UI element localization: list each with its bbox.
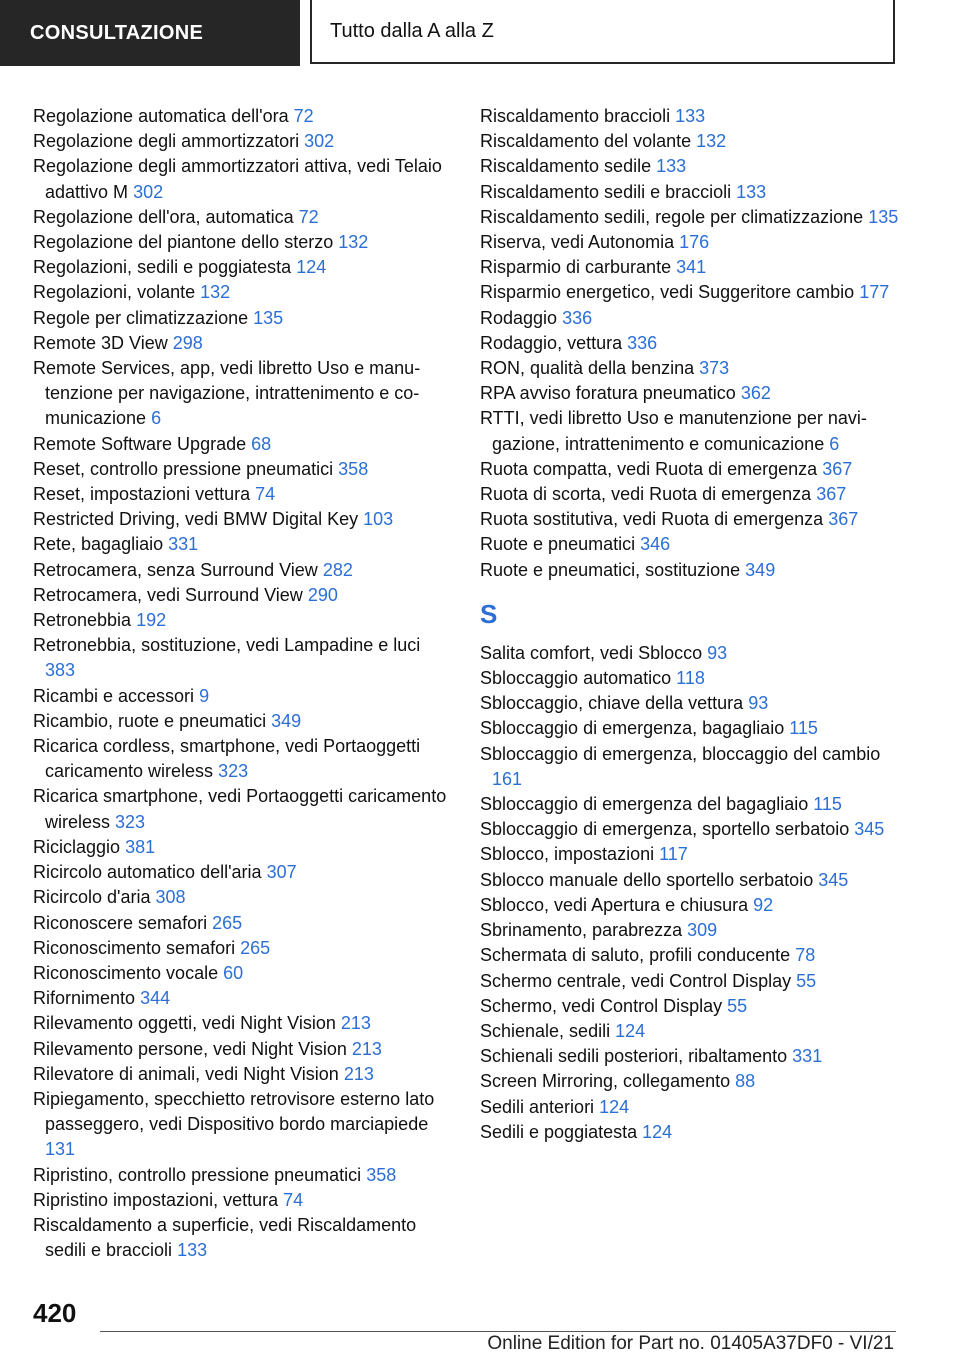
index-entry (33, 1163, 448, 1188)
index-entry (480, 918, 900, 943)
page-reference-link[interactable]: 68 (251, 433, 272, 454)
page-reference-link[interactable]: 345 (854, 819, 885, 840)
index-entry (33, 230, 448, 255)
page-reference-link[interactable]: 161 (492, 768, 523, 789)
page-reference-link[interactable]: 135 (868, 206, 899, 227)
index-entry (33, 129, 448, 154)
index-entry (33, 532, 448, 557)
page-reference-link[interactable]: 213 (343, 1063, 374, 1084)
entry-term: Screen Mirroring, collegamento (480, 1071, 731, 1092)
entry-term: Schermo centrale, vedi Control Display (480, 970, 792, 991)
entry-term: Riscaldamento del volante (480, 131, 692, 152)
index-entry (33, 1011, 448, 1036)
index-entry (480, 532, 900, 557)
page-reference-link[interactable]: 336 (627, 332, 658, 353)
entry-term: Regolazione degli ammortizzatori (33, 131, 300, 152)
index-entry (33, 280, 448, 305)
section-letter: S (480, 598, 498, 629)
entry-term: Ricircolo automatico dell'aria (33, 862, 262, 883)
page-reference-link[interactable]: 346 (640, 534, 671, 555)
entry-term: Reset, controllo pressione pneumatici (33, 458, 334, 479)
page-reference-link[interactable]: 133 (656, 156, 687, 177)
index-entry (480, 331, 900, 356)
index-entry (33, 961, 448, 986)
page-reference-link[interactable]: 308 (155, 887, 186, 908)
entry-term: Sbloccaggio di emergenza, sportello serbatoio (480, 819, 850, 840)
page-reference-link[interactable]: 213 (351, 1038, 382, 1059)
page-reference-link[interactable]: 309 (687, 920, 718, 941)
index-entry (33, 1213, 448, 1263)
entry-term: Ricambi e accessori (33, 685, 195, 706)
page-reference-link[interactable]: 192 (136, 610, 167, 631)
entry-term: Riciclaggio (33, 836, 121, 857)
entry-term: Riconoscimento vocale (33, 962, 219, 983)
page-reference-link[interactable]: 358 (366, 1164, 397, 1185)
index-entry (480, 406, 900, 456)
entry-term: Ricambio, ruote e pneumatici (33, 710, 267, 731)
page-reference-link[interactable]: 93 (748, 693, 769, 714)
page-reference-link[interactable]: 74 (283, 1189, 304, 1210)
entry-term: Sblocco, vedi Apertura e chiusura (480, 894, 749, 915)
index-entry (480, 666, 900, 691)
page-reference-link[interactable]: 362 (740, 383, 771, 404)
page-reference-link[interactable]: 345 (818, 869, 849, 890)
index-group-s (480, 641, 900, 1145)
page-reference-link[interactable]: 72 (293, 106, 314, 126)
edition-note: Online Edition for Part no. 01405A37DF0 - VI/21 (487, 1333, 894, 1354)
page-reference-link[interactable]: 323 (115, 811, 146, 832)
index-entry (33, 356, 448, 432)
page-reference-link[interactable]: 133 (177, 1240, 208, 1261)
entry-term: Riconoscere semafori (33, 912, 208, 933)
index-entry (33, 331, 448, 356)
entry-term: Risparmio di carburante (480, 257, 672, 278)
page-header (0, 0, 960, 66)
entry-term: Sbrinamento, parabrezza (480, 920, 683, 941)
index-entry (480, 641, 900, 666)
index-entry (33, 911, 448, 936)
page-reference-link[interactable]: 265 (212, 912, 243, 933)
page-reference-link[interactable]: 132 (338, 232, 369, 253)
index-entry (480, 230, 900, 255)
footer-divider (100, 1331, 896, 1332)
page-reference-link[interactable]: 331 (792, 1046, 823, 1067)
entry-term: Sedili e poggiatesta (480, 1121, 638, 1142)
page-reference-link[interactable]: 367 (822, 458, 853, 479)
page-reference-link[interactable]: 373 (699, 358, 730, 379)
index-entry (33, 885, 448, 910)
page-reference-link[interactable]: 282 (322, 559, 353, 580)
index-group-r (480, 104, 900, 583)
entry-term: Rodaggio (480, 307, 558, 328)
entry-term: Sblocco manuale dello sportello serbatoio (480, 869, 814, 890)
index-entry (33, 986, 448, 1011)
entry-term: Sbloccaggio automatico (480, 668, 672, 689)
entry-term: Retrocamera, senza Surround View (33, 559, 318, 580)
page-reference-link[interactable]: 115 (813, 794, 842, 815)
index-entry (480, 482, 900, 507)
page-reference-link[interactable]: 177 (859, 282, 890, 303)
page-reference-link[interactable]: 115 (789, 718, 818, 739)
index-entry (33, 633, 448, 683)
entry-term: Riconoscimento semafori (33, 937, 236, 958)
entry-term: Ruote e pneumatici (480, 534, 636, 555)
index-entry (480, 129, 900, 154)
page-reference-link[interactable]: 72 (298, 206, 319, 227)
index-entry (480, 457, 900, 482)
entry-term: Riserva, vedi Autonomia (480, 232, 675, 253)
entry-term: RON, qualità della benzina (480, 358, 695, 379)
index-entry (480, 1069, 900, 1094)
entry-term: Schermata di saluto, profili conducente (480, 945, 791, 966)
entry-term: Retronebbia, sostituzione, vedi Lampadine e luci (33, 635, 421, 656)
index-entry (33, 684, 448, 709)
index-column-right (480, 104, 900, 1145)
page-reference-link[interactable]: 133 (736, 181, 767, 202)
page-reference-link[interactable]: 60 (223, 962, 244, 983)
page-reference-link[interactable]: 6 (829, 433, 840, 454)
entry-term: Sbloccaggio di emergenza, bloccaggio del cambio (480, 743, 881, 764)
page-reference-link[interactable]: 307 (266, 862, 297, 883)
index-entry (480, 280, 900, 305)
page-reference-link[interactable]: 92 (753, 894, 774, 915)
entry-term: RTTI, vedi libretto Uso e manutenzione per navigazione, intrattenimento e comunicazione (480, 408, 867, 454)
entry-term: Regolazione del piantone dello sterzo (33, 232, 334, 253)
section-tab: CONSULTAZIONE (0, 0, 300, 66)
entry-term: Retrocamera, vedi Surround View (33, 584, 303, 605)
entry-term: Schienali sedili posteriori, ribaltamento (480, 1046, 788, 1067)
index-entry (480, 356, 900, 381)
entry-term: Sedili anteriori (480, 1096, 595, 1117)
chapter-title: Tutto dalla A alla Z (310, 0, 895, 64)
entry-term: Ricarica smartphone, vedi Portaoggetti caricamento wireless (33, 786, 447, 832)
entry-term: Remote 3D View (33, 332, 168, 353)
index-entry (480, 691, 900, 716)
page-reference-link[interactable]: 132 (696, 131, 727, 152)
index-entry (480, 180, 900, 205)
page-reference-link[interactable]: 176 (679, 232, 710, 253)
entry-term: Rilevamento oggetti, vedi Night Vision (33, 1013, 336, 1034)
page-reference-link[interactable]: 132 (200, 282, 231, 303)
entry-term: Ricircolo d'aria (33, 887, 151, 908)
entry-term: Retronebbia (33, 610, 132, 631)
index-entry (480, 842, 900, 867)
entry-term: Regole per climatizzazione (33, 307, 249, 328)
entry-term: Sbloccaggio di emergenza, bagagliaio (480, 718, 785, 739)
index-entry (33, 482, 448, 507)
index-entry (33, 255, 448, 280)
index-entry (480, 1044, 900, 1069)
entry-term: RPA avviso foratura pneumatico (480, 383, 736, 404)
entry-term: Regolazione dell'ora, automatica (33, 206, 294, 227)
entry-term: Regolazioni, sedili e poggiatesta (33, 257, 292, 278)
entry-term: Schermo, vedi Control Display (480, 995, 723, 1016)
page-reference-link[interactable]: 55 (727, 995, 748, 1016)
index-entry (480, 742, 900, 792)
page-reference-link[interactable]: 265 (240, 937, 271, 958)
index-entry (480, 943, 900, 968)
page-reference-link[interactable]: 383 (45, 660, 76, 681)
index-entry (33, 306, 448, 331)
entry-term: Restricted Driving, vedi BMW Digital Key (33, 509, 359, 530)
entry-term: Riscaldamento braccioli (480, 106, 671, 126)
page-reference-link[interactable]: 367 (828, 509, 859, 530)
index-entry (480, 558, 900, 583)
entry-term: Ripristino impostazioni, vettura (33, 1189, 279, 1210)
page-reference-link[interactable]: 103 (363, 509, 394, 530)
entry-term: Ruota di scorta, vedi Ruota di emergenza (480, 484, 812, 505)
index-entry (480, 306, 900, 331)
page-reference-link[interactable]: 344 (140, 988, 171, 1009)
entry-term: Sblocco, impostazioni (480, 844, 655, 865)
index-entry (480, 205, 900, 230)
index-entry (480, 893, 900, 918)
entry-term: Ruote e pneumatici, sostituzione (480, 559, 741, 580)
entry-term: Salita comfort, vedi Sblocco (480, 642, 703, 663)
index-entry (33, 1062, 448, 1087)
page-reference-link[interactable]: 9 (199, 685, 210, 706)
index-entry (33, 1037, 448, 1062)
entry-term: Riscaldamento a superficie, vedi Riscaldamento sedili e braccioli (33, 1214, 417, 1261)
entry-term: Riscaldamento sedili, regole per climatizzazione (480, 206, 864, 227)
index-entry (480, 255, 900, 280)
page-number: 420 (33, 1298, 77, 1328)
index-entry (33, 507, 448, 532)
page-reference-link[interactable]: 302 (133, 181, 164, 202)
page-reference-link[interactable]: 124 (296, 257, 327, 278)
entry-term: Risparmio energetico, vedi Suggeritore cambio (480, 282, 855, 303)
entry-term: Rodaggio, vettura (480, 332, 623, 353)
index-entry (480, 1019, 900, 1044)
entry-term: Ripiegamento, specchietto retrovisore esterno lato passeggero, vedi Dispositivo bordo marciapiede (33, 1088, 435, 1135)
page-reference-link[interactable]: 55 (796, 970, 817, 991)
index-entry (33, 1188, 448, 1213)
index-entry (480, 381, 900, 406)
entry-term: Schienale, sedili (480, 1020, 611, 1041)
page-reference-link[interactable]: 118 (676, 668, 705, 689)
page-reference-link[interactable]: 74 (255, 484, 276, 505)
page-reference-link[interactable]: 349 (271, 710, 302, 731)
page-reference-link[interactable]: 131 (45, 1139, 76, 1160)
entry-term: Ruota compatta, vedi Ruota di emergenza (480, 458, 818, 479)
entry-term: Regolazione automatica dell'ora (33, 106, 289, 126)
page-reference-link[interactable]: 78 (795, 945, 816, 966)
index-entry (480, 868, 900, 893)
page-reference-link[interactable]: 336 (562, 307, 593, 328)
page-reference-link[interactable]: 135 (253, 307, 284, 328)
page-reference-link[interactable]: 341 (676, 257, 707, 278)
entry-term: Ricarica cordless, smartphone, vedi Portaoggetti caricamento wireless (33, 736, 421, 782)
page-reference-link[interactable]: 331 (168, 534, 199, 555)
entry-term: Sbloccaggio, chiave della vettura (480, 693, 744, 714)
entry-term: Regolazione degli ammortizzatori attiva, vedi Telaio adattivo M (33, 156, 442, 202)
entry-term: Sbloccaggio di emergenza del bagagliaio (480, 794, 809, 815)
index-entry (480, 1095, 900, 1120)
entry-term: Remote Services, app, vedi libretto Uso e manutenzione per navigazione, intrattenimento e comunicazione (33, 358, 421, 429)
index-entry (33, 154, 448, 204)
index-entry (480, 716, 900, 741)
page-reference-link[interactable]: 298 (172, 332, 203, 353)
entry-term: Rilevatore di animali, vedi Night Vision (33, 1063, 339, 1084)
index-entry (33, 835, 448, 860)
index-entry (33, 734, 448, 784)
index-entry (33, 104, 448, 129)
entry-term: Rete, bagagliaio (33, 534, 164, 555)
page-reference-link[interactable]: 133 (675, 106, 706, 126)
index-entry (480, 969, 900, 994)
page-reference-link[interactable]: 290 (307, 584, 338, 605)
entry-term: Remote Software Upgrade (33, 433, 247, 454)
index-entry (480, 817, 900, 842)
index-entry (33, 205, 448, 230)
index-entry (33, 709, 448, 734)
page-reference-link[interactable]: 358 (338, 458, 369, 479)
page-reference-link[interactable]: 302 (304, 131, 335, 152)
page-reference-link[interactable]: 117 (659, 844, 688, 865)
page-reference-link[interactable]: 124 (599, 1096, 630, 1117)
index-entry (33, 784, 448, 834)
page-reference-link[interactable]: 381 (125, 836, 156, 857)
page-reference-link[interactable]: 6 (151, 408, 162, 429)
entry-term: Ripristino, controllo pressione pneumatici (33, 1164, 362, 1185)
entry-term: Ruota sostitutiva, vedi Ruota di emergenza (480, 509, 824, 530)
page-reference-link[interactable]: 367 (816, 484, 847, 505)
index-entry (480, 104, 900, 129)
entry-term: Rilevamento persone, vedi Night Vision (33, 1038, 347, 1059)
page-reference-link[interactable]: 124 (642, 1121, 673, 1142)
index-entry (33, 583, 448, 608)
entry-term: Rifornimento (33, 988, 136, 1009)
index-entry (33, 860, 448, 885)
page-reference-link[interactable]: 93 (707, 642, 728, 663)
entry-term: Riscaldamento sedile (480, 156, 652, 177)
index-entry (480, 994, 900, 1019)
page-reference-link[interactable]: 213 (340, 1013, 371, 1034)
index-column-left (33, 104, 448, 1263)
index-entry (480, 507, 900, 532)
index-entry (33, 1087, 448, 1163)
index-entry (480, 154, 900, 179)
index-entry (33, 936, 448, 961)
index-entry (33, 457, 448, 482)
page-reference-link[interactable]: 124 (615, 1020, 646, 1041)
index-entry (33, 558, 448, 583)
index-entry (480, 1120, 900, 1145)
entry-term: Riscaldamento sedili e braccioli (480, 181, 732, 202)
entry-term: Regolazioni, volante (33, 282, 196, 303)
index-entry (480, 792, 900, 817)
index-entry (33, 432, 448, 457)
page-reference-link[interactable]: 349 (745, 559, 776, 580)
page-reference-link[interactable]: 323 (218, 761, 249, 782)
page-reference-link[interactable]: 88 (735, 1071, 756, 1092)
entry-term: Reset, impostazioni vettura (33, 484, 251, 505)
index-entry (33, 608, 448, 633)
